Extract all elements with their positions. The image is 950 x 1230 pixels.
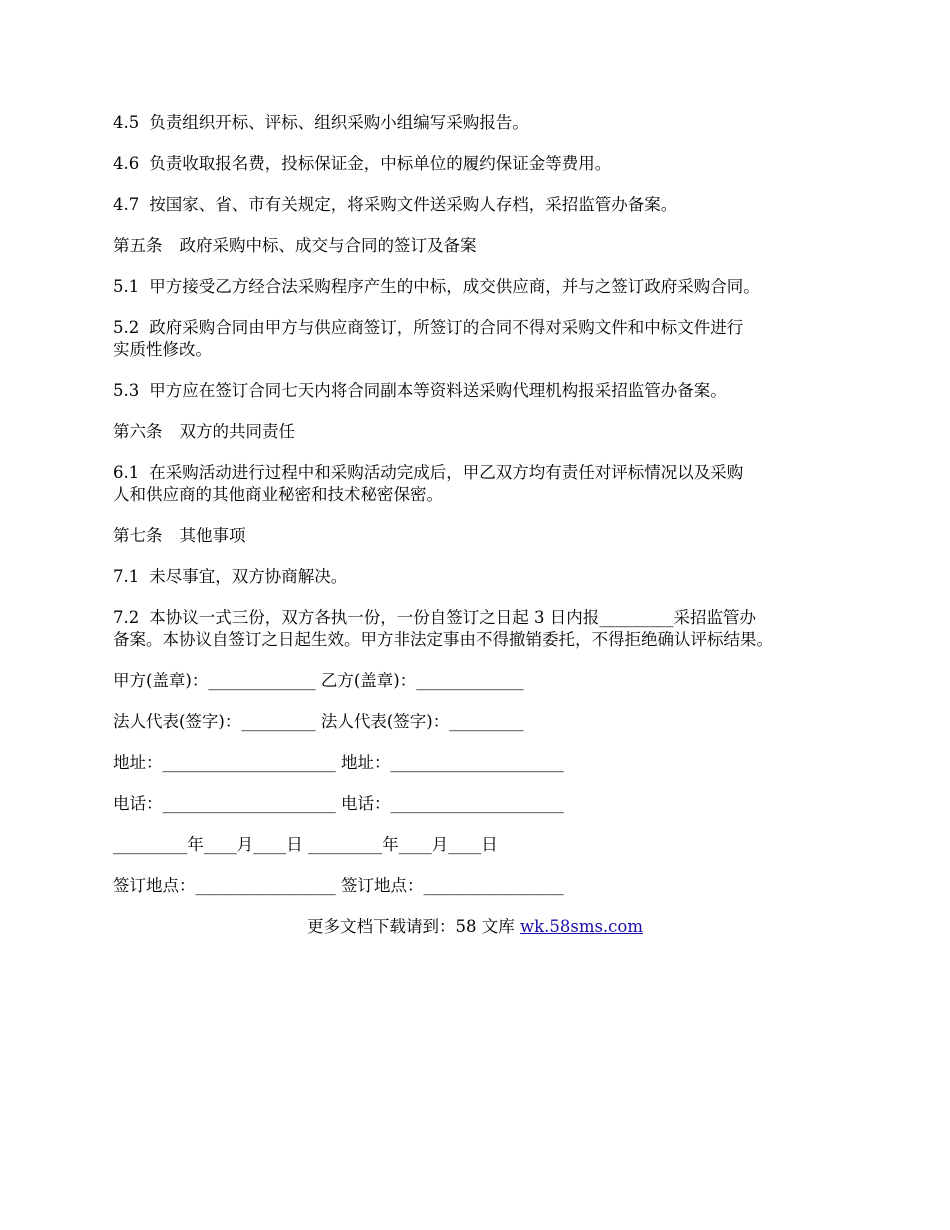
clause-4-7 bbox=[113, 194, 853, 216]
clause-text: 按国家、省、市有关规定，将采购文件送采购人存档，采招监管办备案。 bbox=[149, 195, 678, 214]
clause-4-5 bbox=[113, 112, 853, 134]
clause-number: 5.2 bbox=[113, 318, 140, 337]
article-title: 政府采购中标、成交与合同的签订及备案 bbox=[179, 236, 477, 255]
footer-text: 更多文档下载请到：58 文库 bbox=[306, 917, 520, 936]
clause-text: 本协议一式三份，双方各执一份，一份自签订之日起 3 日内报_________采招监管办 bbox=[149, 608, 756, 627]
signature-legal-rep-row: 法人代表(签字)：_________ 法人代表(签字)：_________ bbox=[113, 712, 524, 731]
download-footer bbox=[0, 916, 950, 938]
clause-text: 甲方应在签订合同七天内将合同副本等资料送采购代理机构报采招监管办备案。 bbox=[149, 381, 727, 400]
clause-text: 甲方接受乙方经合法采购程序产生的中标，成交供应商，并与之签订政府采购合同。 bbox=[149, 277, 760, 296]
clause-6-1 bbox=[113, 462, 853, 506]
clause-4-6 bbox=[113, 153, 853, 175]
clause-text: 在采购活动进行过程中和采购活动完成后，甲乙双方均有责任对评标情况以及采购 bbox=[149, 463, 744, 482]
clause-number: 4.7 bbox=[113, 195, 140, 214]
clause-number: 4.5 bbox=[113, 113, 140, 132]
clause-line: 实质性修改。 bbox=[113, 340, 212, 359]
clause-7-1 bbox=[113, 566, 853, 588]
footer-link[interactable]: wk.58sms.com bbox=[519, 917, 643, 936]
clause-number: 5.1 bbox=[113, 277, 140, 296]
clause-5-3 bbox=[113, 380, 853, 402]
clause-7-2 bbox=[113, 607, 853, 651]
clause-line bbox=[113, 462, 853, 484]
article-7-heading bbox=[113, 525, 853, 547]
clause-5-1 bbox=[113, 276, 853, 298]
clause-text: 未尽事宜，双方协商解决。 bbox=[149, 567, 348, 586]
article-label: 第七条 bbox=[113, 526, 163, 545]
article-label: 第六条 bbox=[113, 422, 163, 441]
signature-date-row: _________年____月____日 _________年____月____日 bbox=[113, 835, 498, 854]
clause-text: 负责组织开标、评标、组织采购小组编写采购报告。 bbox=[149, 113, 529, 132]
article-title: 双方的共同责任 bbox=[179, 422, 295, 441]
article-title: 其他事项 bbox=[179, 526, 246, 545]
document-body bbox=[113, 112, 853, 916]
clause-5-2 bbox=[113, 317, 853, 361]
article-label: 第五条 bbox=[113, 236, 163, 255]
clause-number: 4.6 bbox=[113, 154, 140, 173]
signature-phone-row: 电话：_____________________ 电话：_____________________ bbox=[113, 794, 564, 813]
clause-line: 人和供应商的其他商业秘密和技术秘密保密。 bbox=[113, 485, 443, 504]
clause-number: 7.2 bbox=[113, 608, 140, 627]
clause-text: 负责收取报名费，投标保证金，中标单位的履约保证金等费用。 bbox=[149, 154, 612, 173]
clause-number: 7.1 bbox=[113, 567, 140, 586]
clause-line: 备案。本协议自签订之日起生效。甲方非法定事由不得撤销委托，不得拒绝确认评标结果。 bbox=[113, 630, 773, 649]
clause-number: 5.3 bbox=[113, 381, 140, 400]
clause-number: 6.1 bbox=[113, 463, 140, 482]
clause-line bbox=[113, 317, 853, 339]
article-6-heading bbox=[113, 421, 853, 443]
signature-address-row: 地址：_____________________ 地址：_____________________ bbox=[113, 753, 564, 772]
clause-line bbox=[113, 607, 853, 629]
signature-seal-row: 甲方(盖章)：_____________ 乙方(盖章)：_____________ bbox=[113, 671, 524, 690]
article-5-heading bbox=[113, 235, 853, 257]
clause-text: 政府采购合同由甲方与供应商签订，所签订的合同不得对采购文件和中标文件进行 bbox=[149, 318, 744, 337]
signature-place-row: 签订地点：_________________ 签订地点：_________________ bbox=[113, 876, 564, 895]
